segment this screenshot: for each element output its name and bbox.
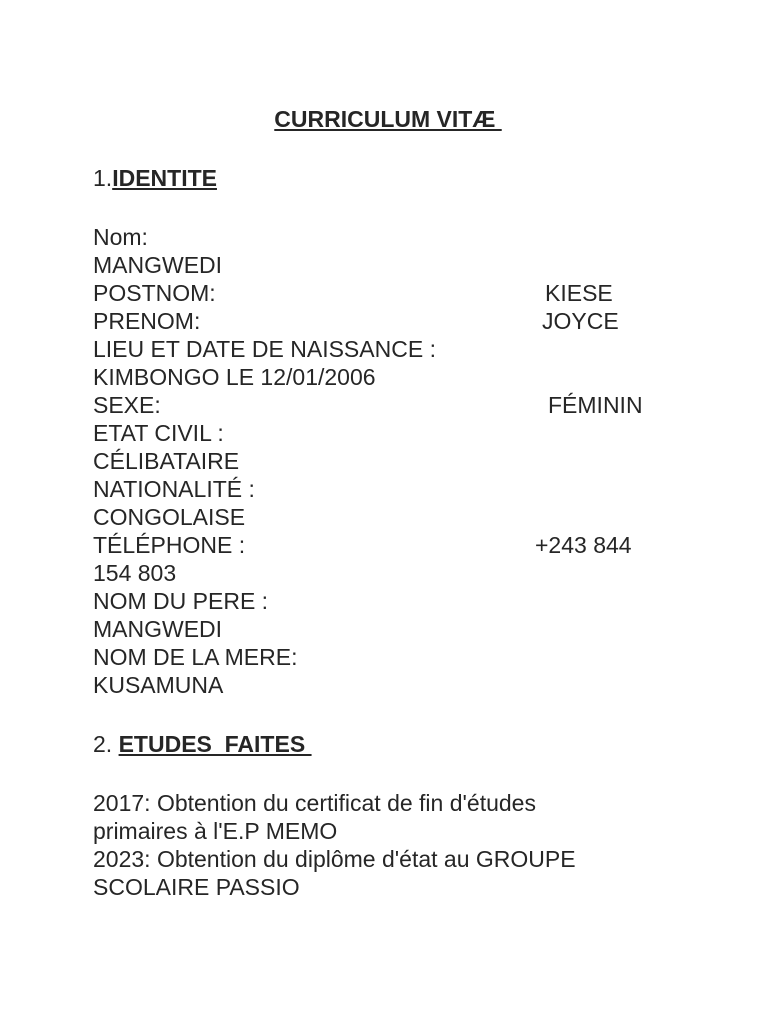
section-label: ETUDES FAITES	[118, 731, 312, 757]
lieu-date-label: LIEU ET DATE DE NAISSANCE :	[93, 336, 436, 362]
sexe-value: FÉMININ	[548, 392, 643, 418]
nationalite-value: CONGOLAISE	[93, 504, 246, 530]
study-entry-line: SCOLAIRE PASSIO	[93, 874, 300, 900]
etat-civil-value: CÉLIBATAIRE	[93, 448, 240, 474]
prenom-value: JOYCE	[542, 308, 619, 334]
telephone-value-continued: 154 803	[93, 560, 177, 586]
study-entry-line: 2023: Obtention du diplôme d'état au GROUPE	[93, 846, 576, 872]
postnom-value: KIESE	[545, 280, 613, 306]
nom-pere-value: MANGWEDI	[93, 616, 223, 642]
nom-pere-label: NOM DU PERE :	[93, 588, 269, 614]
prenom-label: PRENOM:	[93, 308, 201, 334]
study-entry-line: 2017: Obtention du certificat de fin d'études	[93, 790, 536, 816]
nom-value: MANGWEDI	[93, 252, 223, 278]
nom-mere-value: KUSAMUNA	[93, 672, 224, 698]
postnom-label: POSTNOM:	[93, 280, 216, 306]
study-entry-line: primaires à l'E.P MEMO	[93, 818, 338, 844]
section-label: IDENTITE	[112, 165, 217, 191]
section-heading-identite	[93, 164, 217, 192]
section-number: 2.	[93, 731, 119, 757]
nom-mere-label: NOM DE LA MERE:	[93, 644, 298, 670]
lieu-date-value: KIMBONGO LE 12/01/2006	[93, 364, 376, 390]
nom-label: Nom:	[93, 224, 148, 250]
document-title: CURRICULUM VITÆ	[274, 106, 502, 132]
telephone-value: +243 844	[535, 532, 632, 558]
nationalite-label: NATIONALITÉ :	[93, 476, 255, 502]
sexe-label: SEXE:	[93, 392, 161, 418]
telephone-label: TÉLÉPHONE :	[93, 532, 246, 558]
section-number: 1.	[93, 165, 113, 191]
etat-civil-label: ETAT CIVIL :	[93, 420, 224, 446]
section-heading-etudes	[93, 730, 312, 758]
